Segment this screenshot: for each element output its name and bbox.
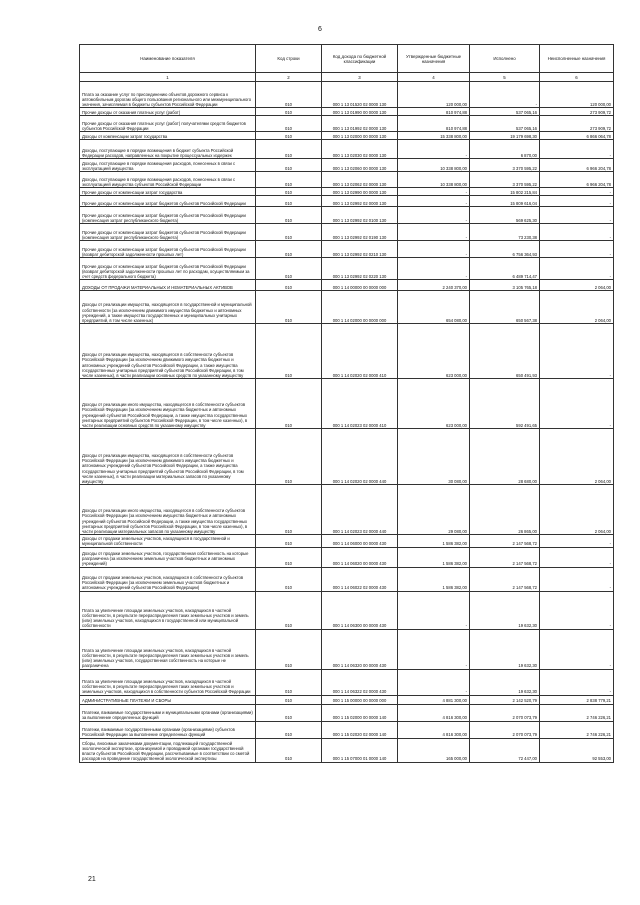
table-row (80, 379, 614, 429)
header-unexecuted: Неисполненные назначения (540, 45, 614, 73)
row-unexecuted: - (540, 547, 614, 567)
table-row (80, 429, 614, 485)
row-unexecuted: 2 064,00 (540, 485, 614, 535)
row-unexecuted: 2 064,00 (540, 280, 614, 291)
table-row (80, 567, 614, 591)
row-line-code: 010 (256, 704, 322, 721)
row-name: Доходы от компенсации затрат государства (80, 132, 256, 140)
table-body (80, 82, 614, 762)
table-row (80, 280, 614, 291)
row-unexecuted: - (540, 207, 614, 224)
row-line-code: 010 (256, 140, 322, 159)
row-name: Платежи, взимаемые государственными и муниципальными органами (организациями) за выполнение определенных функций (80, 704, 256, 721)
row-executed: 3 370 595,22 (470, 159, 540, 172)
row-approved: 623 000,00 (398, 324, 470, 379)
page-number-bottom: 21 (88, 876, 96, 883)
row-name: Прочие доходы от компенсации затрат бюджетов субъектов Российской Федерации (возврат дебиторской задолженности прошлых лет по расходам, осуществляемым за счет средств федерального бюджета) (80, 258, 256, 280)
row-approved: 1 586 382,00 (398, 535, 470, 547)
table-row (80, 82, 614, 108)
row-income-code: 000 1 15 00000 00 0000 000 (322, 695, 398, 704)
column-number: 4 (398, 73, 470, 82)
row-line-code: 010 (256, 695, 322, 704)
column-numbers-row (80, 73, 614, 82)
row-approved: - (398, 196, 470, 207)
row-line-code: 010 (256, 567, 322, 591)
row-executed: 28 680,00 (470, 429, 540, 485)
row-unexecuted: - (540, 591, 614, 629)
row-income-code: 000 1 13 02992 02 0210 130 (322, 241, 398, 258)
row-approved: 810 974,88 (398, 108, 470, 116)
row-executed: 537 065,16 (470, 108, 540, 116)
row-income-code: 000 1 13 02992 02 0100 130 (322, 207, 398, 224)
row-unexecuted: - (540, 629, 614, 669)
row-income-code: 000 1 13 02030 02 0000 130 (322, 140, 398, 159)
row-name: Доходы от продажи земельных участков, находящихся в государственной и муниципальной собственности (80, 535, 256, 547)
table-row (80, 695, 614, 704)
row-income-code: 000 1 14 00000 00 0000 000 (322, 280, 398, 291)
row-line-code: 010 (256, 379, 322, 429)
row-approved: - (398, 629, 470, 669)
row-name: Плата за увеличение площади земельных участков, находящихся в частной собственности, в результате перераспределения таких земельных участков и земельных участков, находящихся в собственности субъектов Российской Федерации (80, 669, 256, 695)
row-executed: 537 065,16 (470, 116, 540, 132)
row-approved: - (398, 669, 470, 695)
table-row (80, 738, 614, 762)
row-name: АДМИНИСТРАТИВНЫЕ ПЛАТЕЖИ И СБОРЫ (80, 695, 256, 704)
table-row (80, 207, 614, 224)
row-executed: 3 370 595,22 (470, 172, 540, 188)
row-income-code: 000 1 14 02020 02 0000 410 (322, 324, 398, 379)
row-approved: - (398, 207, 470, 224)
row-line-code: 010 (256, 224, 322, 241)
row-unexecuted: 6 966 204,78 (540, 172, 614, 188)
table-row (80, 258, 614, 280)
table-row (80, 172, 614, 188)
row-income-code: 000 1 13 02000 00 0000 130 (322, 132, 398, 140)
table-row (80, 159, 614, 172)
table-row (80, 291, 614, 324)
row-line-code: 010 (256, 547, 322, 567)
row-name: Доходы, поступающие в порядке возмещения расходов, понесенных в связи с эксплуатацией имущества субъектов Российской Федерации (80, 172, 256, 188)
row-unexecuted: - (540, 196, 614, 207)
row-name: Доходы, поступающие в порядке возмещения в бюджет субъекта Российской Федерации расходов, направленных на покрытие процессуальных издержек (80, 140, 256, 159)
row-unexecuted: 273 909,72 (540, 108, 614, 116)
row-executed: 2 070 073,79 (470, 721, 540, 738)
row-unexecuted: 120 000,00 (540, 82, 614, 108)
row-approved: 4 881 300,00 (398, 695, 470, 704)
table-row (80, 196, 614, 207)
row-name: Доходы от продажи земельных участков, находящихся в собственности субъектов Российской Федерации (за исключением земельных участков бюджетных и автономных учреждений субъектов Российской Федерации) (80, 567, 256, 591)
row-line-code: 010 (256, 535, 322, 547)
row-executed: 650 491,93 (470, 324, 540, 379)
row-name: Плата за увеличение площади земельных участков, находящихся в частной собственности, в результате перераспределения таких земельных участков и земель (или) земельных участков, находящихся в государственной или муниципальной собственности (80, 591, 256, 629)
row-line-code: 010 (256, 280, 322, 291)
row-approved: 10 338 800,00 (398, 159, 470, 172)
budget-execution-table (79, 44, 614, 763)
row-income-code: 000 1 13 02062 02 0000 130 (322, 172, 398, 188)
row-line-code: 010 (256, 738, 322, 762)
row-unexecuted: - (540, 224, 614, 241)
table-row (80, 241, 614, 258)
row-executed: 2 070 073,79 (470, 704, 540, 721)
row-line-code: 010 (256, 241, 322, 258)
header-indicator-name: Наименование показателя (80, 45, 256, 73)
row-unexecuted: - (540, 258, 614, 280)
row-line-code: 010 (256, 258, 322, 280)
row-name: Плата за оказание услуг по присоединению объектов дорожного сервиса к автомобильным дорогам общего пользования регионального или межмуниципального значения, зачисляемая в бюджеты субъектов Российской Федерации (80, 82, 256, 108)
row-unexecuted: 2 746 226,21 (540, 704, 614, 721)
row-line-code: 010 (256, 485, 322, 535)
row-line-code: 010 (256, 669, 322, 695)
row-line-code: 010 (256, 291, 322, 324)
row-income-code: 000 1 15 02020 02 0000 140 (322, 721, 398, 738)
row-income-code: 000 1 13 02990 00 0000 130 (322, 188, 398, 196)
row-approved: - (398, 224, 470, 241)
row-income-code: 000 1 14 06022 02 0000 430 (322, 567, 398, 591)
row-executed: 2 147 568,72 (470, 567, 540, 591)
table-row (80, 188, 614, 196)
table-row (80, 535, 614, 547)
row-name: Доходы от продажи земельных участков, государственная собственность на которые разграничена (за исключением земельных участков бюджетных и автономных учреждений) (80, 547, 256, 567)
row-executed: 19 632,30 (470, 629, 540, 669)
row-unexecuted: 2 064,00 (540, 429, 614, 485)
row-approved: - (398, 188, 470, 196)
row-line-code: 010 (256, 207, 322, 224)
row-income-code: 000 1 14 02000 00 0000 000 (322, 291, 398, 324)
row-executed: 19 179 698,30 (470, 132, 540, 140)
row-approved: 165 000,00 (398, 738, 470, 762)
row-income-code: 000 1 13 02992 02 0190 130 (322, 224, 398, 241)
row-unexecuted: - (540, 140, 614, 159)
row-unexecuted: 2 064,00 (540, 291, 614, 324)
row-income-code: 000 1 14 06020 00 0000 430 (322, 547, 398, 567)
row-unexecuted: - (540, 379, 614, 429)
table-row (80, 669, 614, 695)
row-line-code: 010 (256, 116, 322, 132)
row-executed: 6 756 364,93 (470, 241, 540, 258)
row-line-code: 010 (256, 159, 322, 172)
row-name: Доходы от реализации иного имущества, находящегося в собственности субъектов Российской Федерации (за исключением имущества бюджетных и автономных учреждений субъектов Российской Федерации, а также имущества государственных унитарных предприятий субъектов Российской Федерации, в том числе казенных), в части реализации основных средств по указанному имуществу (80, 379, 256, 429)
column-number: 1 (80, 73, 256, 82)
row-name: Доходы от реализации иного имущества, находящегося в собственности субъектов Российской Федерации (за исключением имущества бюджетных и автономных учреждений субъектов Российской Федерации, а также имущества государственных унитарных предприятий субъектов Российской Федерации, в том числе казенных), в части реализации материальных запасов по указанному имуществу (80, 485, 256, 535)
row-executed: 592 491,65 (470, 379, 540, 429)
row-executed: 26 865,00 (470, 485, 540, 535)
row-unexecuted: - (540, 241, 614, 258)
row-name: Сборы, вносимые заказчиками документации, подлежащей государственной экологической экспертизе, организуемой и проводимой органами государственной власти субъектов Российской Федерации, рассчитываемые в соответствии со сметой расходов на проведение государственной экологической экспертизы (80, 738, 256, 762)
row-income-code: 000 1 13 01990 00 0000 130 (322, 108, 398, 116)
row-approved: - (398, 241, 470, 258)
row-approved: 4 816 300,00 (398, 721, 470, 738)
row-unexecuted: - (540, 669, 614, 695)
row-approved: - (398, 140, 470, 159)
row-approved: 2 240 370,00 (398, 280, 470, 291)
row-name: Прочие доходы от компенсации затрат государства (80, 188, 256, 196)
table-row (80, 485, 614, 535)
row-executed: 2 142 520,79 (470, 695, 540, 704)
row-approved: 1 586 382,00 (398, 547, 470, 567)
row-approved: 30 080,00 (398, 429, 470, 485)
row-executed: 19 632,30 (470, 591, 540, 629)
row-line-code: 010 (256, 429, 322, 485)
table-row (80, 132, 614, 140)
header-line-code: Код строки (256, 45, 322, 73)
row-approved: 4 816 300,00 (398, 704, 470, 721)
row-line-code: 010 (256, 172, 322, 188)
row-income-code: 000 1 14 02023 02 0000 440 (322, 485, 398, 535)
header-income-code: Код дохода по бюджетной классификации (322, 45, 398, 73)
row-executed: 569 625,30 (470, 207, 540, 224)
row-approved: - (398, 258, 470, 280)
row-name: Прочие доходы от компенсации затрат бюджетов субъектов Российской Федерации (80, 196, 256, 207)
row-approved: 623 000,00 (398, 379, 470, 429)
table-row (80, 224, 614, 241)
row-income-code: 000 1 13 02992 02 0220 130 (322, 258, 398, 280)
row-approved: 654 080,00 (398, 291, 470, 324)
row-income-code: 000 1 14 06000 00 0000 430 (322, 535, 398, 547)
column-number: 3 (322, 73, 398, 82)
row-approved: - (398, 591, 470, 629)
row-income-code: 000 1 14 06322 02 0000 430 (322, 669, 398, 695)
header-approved: Утвержденные бюджетные назначения (398, 45, 470, 73)
table-row (80, 629, 614, 669)
row-name: Платежи, взимаемые государственными органами (организациями) субъектов Российской Федерации за выполнение определенных функций (80, 721, 256, 738)
row-executed: 15 802 215,84 (470, 188, 540, 196)
row-income-code: 000 1 14 02023 02 0000 410 (322, 379, 398, 429)
row-income-code: 000 1 13 02060 00 0000 130 (322, 159, 398, 172)
table-row (80, 116, 614, 132)
row-executed: 15 809 616,04 (470, 196, 540, 207)
row-name: Доходы от реализации имущества, находящегося в собственности субъектов Российской Федерации (за исключением движимого имущества бюджетных и автономных учреждений субъектов Российской Федерации, а также имущества государственных унитарных предприятий субъектов Российской Федерации, в том числе казенных), в части реализации основных средств по указанному имуществу (80, 324, 256, 379)
row-income-code: 000 1 15 02000 00 0000 140 (322, 704, 398, 721)
row-unexecuted: 2 746 226,21 (540, 721, 614, 738)
row-executed: 650 567,38 (470, 291, 540, 324)
table-header-row (80, 45, 614, 73)
row-approved: 810 974,88 (398, 116, 470, 132)
header-executed: Исполнено (470, 45, 540, 73)
row-unexecuted: 92 553,00 (540, 738, 614, 762)
row-executed: 6 870,00 (470, 140, 540, 159)
row-unexecuted: - (540, 188, 614, 196)
row-income-code: 000 1 13 01992 02 0000 130 (322, 116, 398, 132)
row-approved: 1 586 382,00 (398, 567, 470, 591)
column-number: 2 (256, 73, 322, 82)
row-name: Прочие доходы от оказания платных услуг (работ) (80, 108, 256, 116)
row-name: Доходы, поступающие в порядке возмещения расходов, понесенных в связи с эксплуатацией имущества (80, 159, 256, 172)
row-unexecuted: 6 966 204,78 (540, 159, 614, 172)
row-name: Плата за увеличение площади земельных участков, находящихся в частной собственности, в результате перераспределения таких земельных участков и земель (или) земельных участков, государственная собственность на которые не разграничена (80, 629, 256, 669)
row-unexecuted: - (540, 567, 614, 591)
row-line-code: 010 (256, 108, 322, 116)
row-unexecuted: - (540, 535, 614, 547)
row-executed: 2 147 568,72 (470, 547, 540, 567)
row-approved: 29 080,00 (398, 485, 470, 535)
row-executed: 19 632,30 (470, 669, 540, 695)
table-row (80, 704, 614, 721)
column-number: 5 (470, 73, 540, 82)
row-executed: 6 489 714,47 (470, 258, 540, 280)
row-line-code: 010 (256, 188, 322, 196)
row-line-code: 010 (256, 324, 322, 379)
row-income-code: 000 1 14 02020 02 0000 440 (322, 429, 398, 485)
table-row (80, 324, 614, 379)
row-name: Доходы от реализации имущества, находящегося в государственной и муниципальной собственности (за исключением движимого имущества бюджетных и автономных учреждений, а также имущества государственных и муниципальных унитарных предприятий, в том числе казенных) (80, 291, 256, 324)
row-income-code: 000 1 13 02992 02 0000 130 (322, 196, 398, 207)
row-unexecuted: 2 838 779,21 (540, 695, 614, 704)
row-unexecuted: 273 909,72 (540, 116, 614, 132)
row-unexecuted: 6 866 064,78 (540, 132, 614, 140)
row-line-code: 010 (256, 132, 322, 140)
table-row (80, 721, 614, 738)
row-name: ДОХОДЫ ОТ ПРОДАЖИ МАТЕРИАЛЬНЫХ И НЕМАТЕРИАЛЬНЫХ АКТИВОВ (80, 280, 256, 291)
row-executed: - (470, 82, 540, 108)
row-line-code: 010 (256, 629, 322, 669)
row-line-code: 010 (256, 82, 322, 108)
row-executed: 3 105 765,18 (470, 280, 540, 291)
row-line-code: 010 (256, 721, 322, 738)
page-number-top: 6 (318, 26, 322, 33)
row-executed: 2 147 568,72 (470, 535, 540, 547)
row-name: Прочие доходы от компенсации затрат бюджетов субъектов Российской Федерации (компенсация затрат республиканского бюджета) (80, 224, 256, 241)
row-name: Прочие доходы от компенсации затрат бюджетов субъектов Российской Федерации (возврат дебиторской задолженности прошлых лет) (80, 241, 256, 258)
row-executed: 72 447,00 (470, 738, 540, 762)
row-approved: 120 000,00 (398, 82, 470, 108)
row-name: Прочие доходы от оказания платных услуг (работ) получателями средств бюджетов субъектов Российской Федерации (80, 116, 256, 132)
row-executed: 73 230,38 (470, 224, 540, 241)
row-line-code: 010 (256, 196, 322, 207)
row-income-code: 000 1 14 06320 00 0000 430 (322, 629, 398, 669)
row-income-code: 000 1 13 01520 02 0000 130 (322, 82, 398, 108)
column-number: 6 (540, 73, 614, 82)
table-row (80, 140, 614, 159)
table-row (80, 108, 614, 116)
row-approved: 10 338 800,00 (398, 172, 470, 188)
row-unexecuted: - (540, 324, 614, 379)
table-row (80, 547, 614, 567)
row-approved: 15 338 800,00 (398, 132, 470, 140)
table-row (80, 591, 614, 629)
row-name: Доходы от реализации имущества, находящегося в собственности субъектов Российской Федерации (за исключением движимого имущества бюджетных и автономных учреждений субъектов Российской Федерации, а также имущества государственных унитарных предприятий субъектов Российской Федерации, в том числе казенных), в части реализации материальных запасов по указанному имуществу (80, 429, 256, 485)
row-name: Прочие доходы от компенсации затрат бюджетов субъектов Российской Федерации (компенсация затрат республиканского бюджета) (80, 207, 256, 224)
row-line-code: 010 (256, 591, 322, 629)
row-income-code: 000 1 14 06300 00 0000 430 (322, 591, 398, 629)
row-income-code: 000 1 15 07000 01 0000 140 (322, 738, 398, 762)
